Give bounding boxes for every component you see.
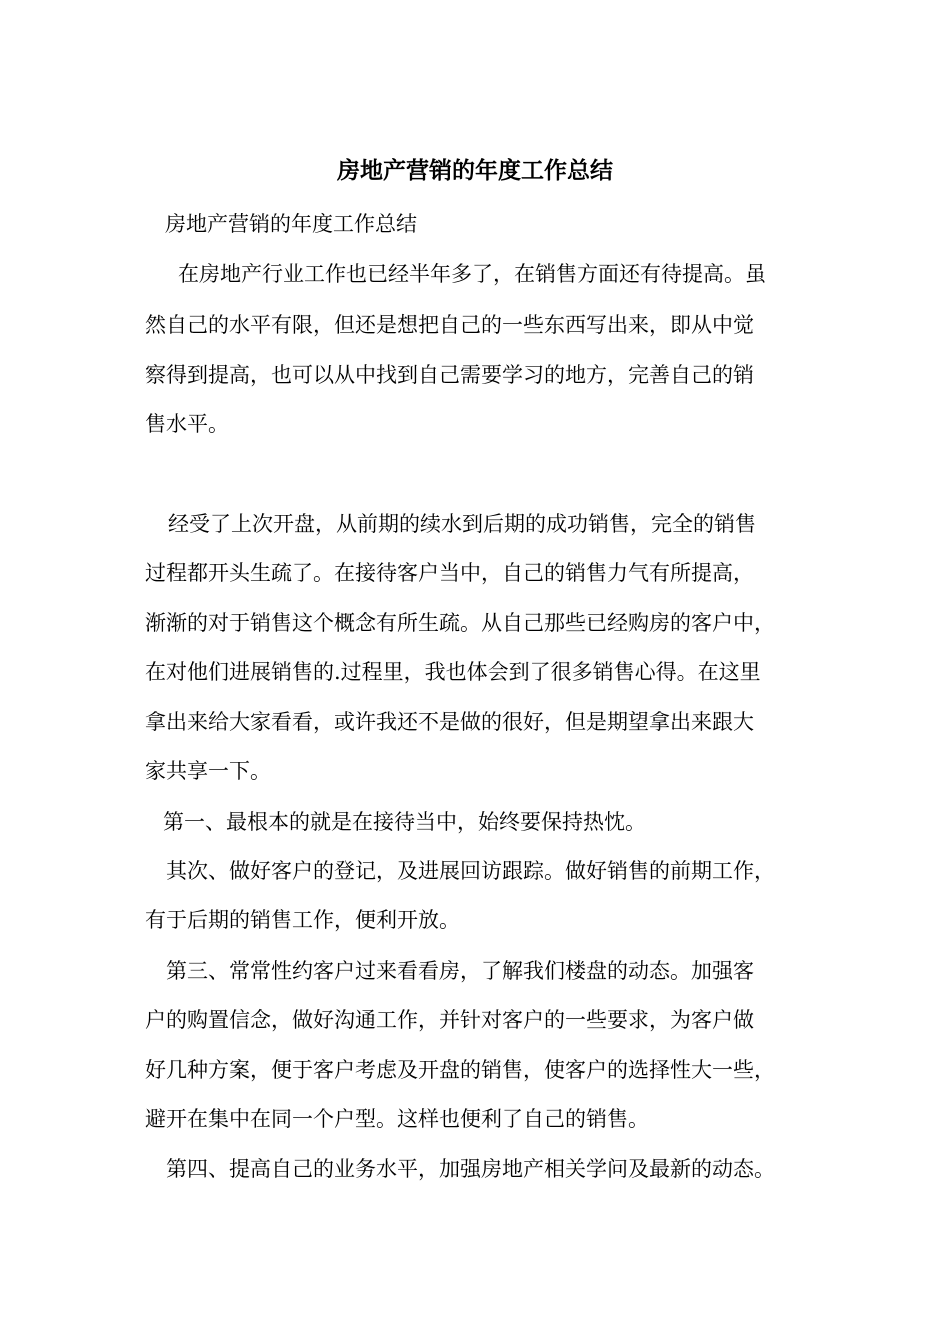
paragraph-line: 拿出来给大家看看，或许我还不是做的很好，但是期望拿出来跟大 xyxy=(145,710,754,734)
paragraph-line: 售水平。 xyxy=(145,412,229,436)
paragraph-line: 第三、常常性约客户过来看看房，了解我们楼盘的动态。加强客 xyxy=(166,959,754,983)
paragraph-line: 好几种方案，便于客户考虑及开盘的销售，使客户的选择性大一些， xyxy=(145,1058,775,1082)
paragraph-line: 过程都开头生疏了。在接待客户当中，自己的销售力气有所提高， xyxy=(145,561,754,585)
paragraph-line: 渐渐的对于销售这个概念有所生疏。从自己那些已经购房的客户中， xyxy=(145,611,775,635)
paragraph-line: 然自己的水平有限，但还是想把自己的一些东西写出来，即从中觉 xyxy=(145,313,754,337)
paragraph-line: 在对他们进展销售的.过程里，我也体会到了很多销售心得。在这里 xyxy=(145,660,761,684)
paragraph-line: 家共享一下。 xyxy=(145,759,271,783)
paragraph-line: 在房地产行业工作也已经半年多了，在销售方面还有待提高。虽 xyxy=(178,262,766,286)
document-subtitle: 房地产营销的年度工作总结 xyxy=(165,212,417,236)
paragraph-line: 其次、做好客户的登记，及进展回访跟踪。做好销售的前期工作， xyxy=(166,859,775,883)
point-first: 第一、最根本的就是在接待当中，始终要保持热忱。 xyxy=(163,810,646,834)
point-fourth: 第四、提高自己的业务水平，加强房地产相关学问及最新的动态。 xyxy=(166,1157,775,1181)
document-title: 房地产营销的年度工作总结 xyxy=(337,157,613,184)
paragraph-line: 经受了上次开盘，从前期的续水到后期的成功销售，完全的销售 xyxy=(168,512,756,536)
paragraph-line: 察得到提高，也可以从中找到自己需要学习的地方，完善自己的销 xyxy=(145,363,754,387)
paragraph-line: 避开在集中在同一个户型。这样也便利了自己的销售。 xyxy=(145,1107,649,1131)
paragraph-line: 有于后期的销售工作，便利开放。 xyxy=(145,908,460,932)
paragraph-line: 户的购置信念，做好沟通工作，并针对客户的一些要求，为客户做 xyxy=(145,1008,754,1032)
